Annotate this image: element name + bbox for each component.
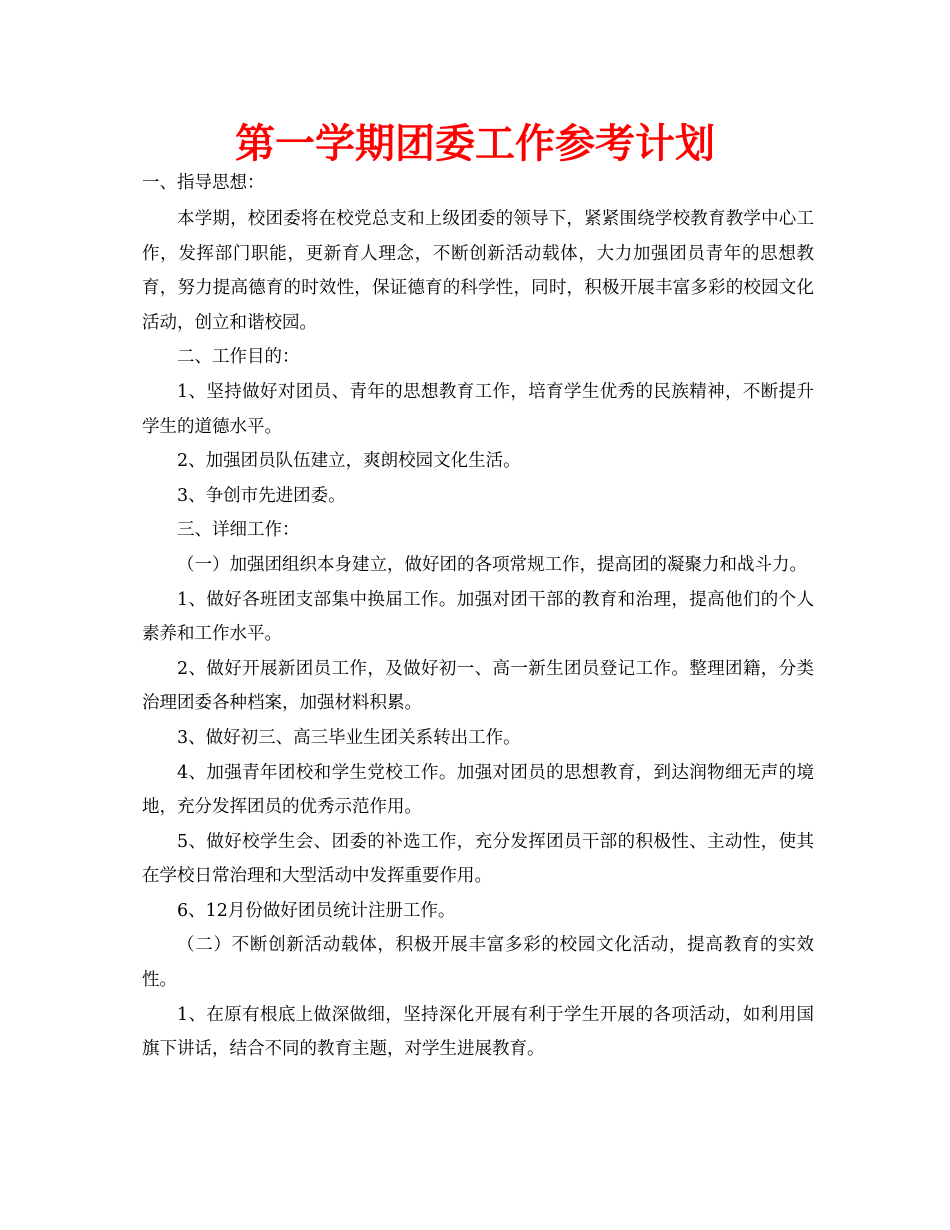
work-item-5: 5、做好校学生会、团委的补选工作，充分发挥团员干部的积极性、主动性，使其在学校日常治理和大型活动中发挥重要作用。 [142,831,814,887]
goal-item-1: 1、坚持做好对团员、青年的思想教育工作，培育学生优秀的民族精神，不断提升学生的道德水平。 [142,381,814,437]
subsection-heading-1: （一）加强团组织本身建立，做好团的各项常规工作，提高团的凝聚力和战斗力。 [177,554,807,575]
goal-item-3: 3、争创市先进团委。 [177,485,346,506]
subsection-heading-2: （二）不断创新活动载体，积极开展丰富多彩的校园文化活动，提高教育的实效性。 [142,935,814,991]
section-heading-detailed-work: 三、详细工作： [177,520,300,541]
document-body [142,168,814,1067]
section-heading-guiding-ideology: 一、指导思想： [142,173,265,193]
paragraph-intro: 本学期，校团委将在校党总支和上级团委的领导下，紧紧围绕学校教育教学中心工作，发挥部门职能，更新育人理念，不断创新活动载体，大力加强团员青年的思想教育，努力提高德育的时效性，保证德育的科学性，同时，积极开展丰富多彩的校园文化活动，创立和谐校园。 [142,209,814,333]
work-item-2: 2、做好开展新团员工作，及做好初一、高一新生团员登记工作。整理团籍，分类治理团委各种档案，加强材料积累。 [142,658,814,714]
work-item-1: 1、做好各班团支部集中换届工作。加强对团干部的教育和治理，提高他们的个人素养和工作水平。 [142,589,814,645]
goal-item-2: 2、加强团员队伍建立，爽朗校园文化生活。 [177,451,521,472]
document-title: 第一学期团委工作参考计划 [235,121,715,167]
work-item-6: 6、12月份做好团员统计注册工作。 [177,900,456,921]
section-heading-work-goals: 二、工作目的： [177,347,300,368]
work-item-4: 4、加强青年团校和学生党校工作。加强对团员的思想教育，到达润物细无声的境地，充分发挥团员的优秀示范作用。 [142,762,814,818]
work-item-3: 3、做好初三、高三毕业生团关系转出工作。 [177,727,521,748]
activity-item-1: 1、在原有根底上做深做细，坚持深化开展有利于学生开展的各项活动，如利用国旗下讲话，结合不同的教育主题，对学生进展教育。 [142,1004,814,1060]
